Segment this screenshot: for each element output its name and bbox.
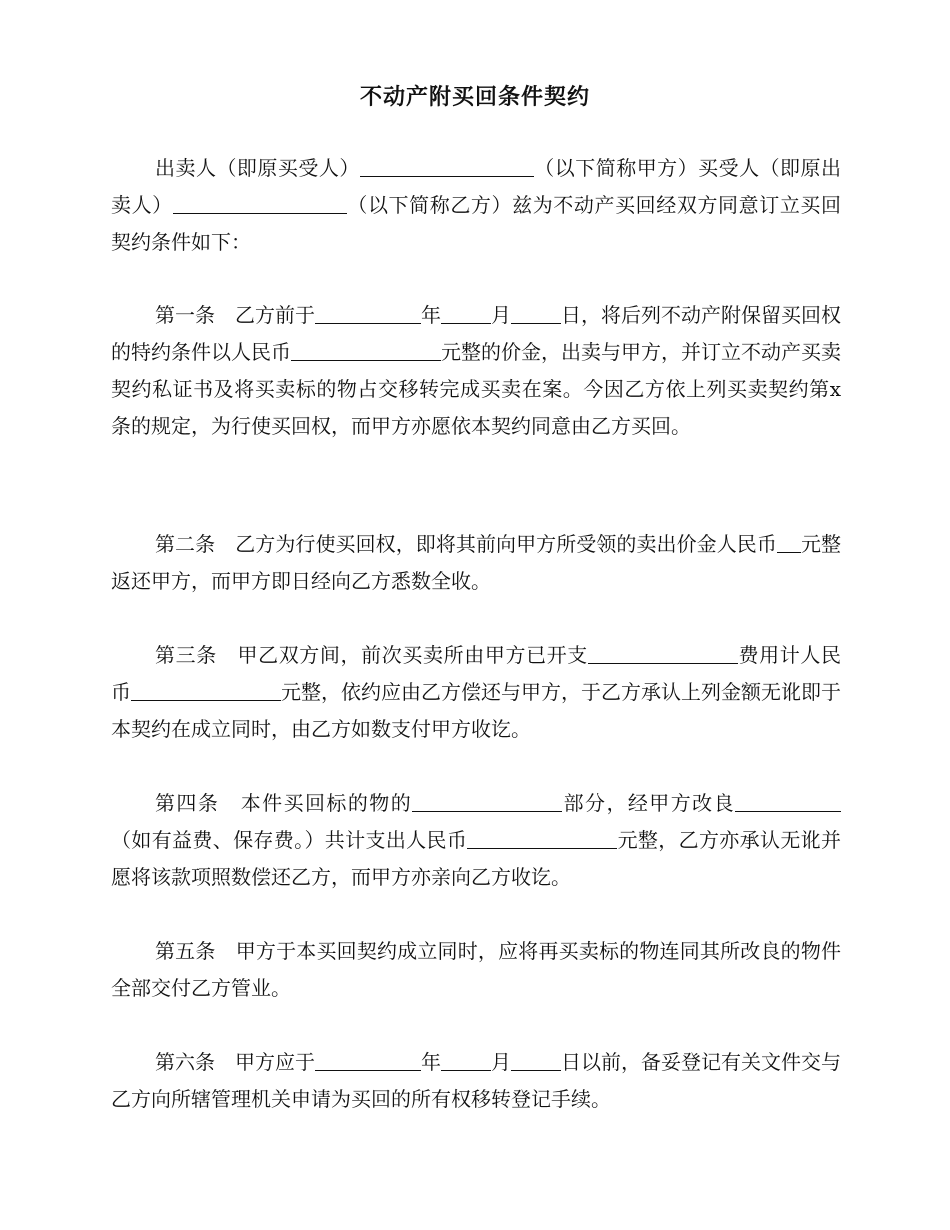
article-4 xyxy=(111,785,841,896)
article-2 xyxy=(111,526,841,600)
price-blank[interactable] xyxy=(291,340,441,361)
article-1-text-4: 日，将后列不动产附保留买回权的特约条件以人民币 xyxy=(111,303,841,364)
article-4-text-2: 部分，经甲方改良 xyxy=(562,791,736,815)
article-1-text-2: 年 xyxy=(421,303,441,327)
article-3-text-2: 费用计人民币 xyxy=(111,643,842,704)
article-1-text-3: 月 xyxy=(491,303,511,327)
expense-blank[interactable] xyxy=(588,643,738,664)
article-5 xyxy=(111,933,841,1007)
article-1 xyxy=(111,297,841,445)
article-2-text-1: 第二条 乙方为行使买回权，即将其前向甲方所受领的卖出价金人民币 xyxy=(155,532,777,556)
seller-name-blank[interactable] xyxy=(360,156,534,177)
month-blank-2[interactable] xyxy=(441,1050,491,1071)
article-5-text-1: 第五条 甲方于本买回契约成立同时，应将再买卖标的物连同其所改良的物件全部交付乙方管业。 xyxy=(111,939,841,1000)
expense-amount-blank[interactable] xyxy=(131,680,281,701)
intro-text-1: 出卖人（即原买受人） xyxy=(155,156,360,180)
intro-text-2: （以下简称甲方）买受人（即原出卖人） xyxy=(111,156,842,217)
document-title: 不动产附买回条件契约 xyxy=(359,84,590,110)
year-blank[interactable] xyxy=(315,303,421,324)
article-1-text-5: 元整的价金，出卖与甲方，并订立不动产买卖契约私证书及将买卖标的物占交移转完成买卖在案。今因乙方依上列买卖契约第x条的规定，为行使买回权，而甲方亦愿依本契约同意由乙方买回。 xyxy=(111,340,841,438)
article-6-text-2: 年 xyxy=(421,1050,441,1074)
amount-blank[interactable] xyxy=(777,532,801,553)
intro-text-3: （以下简称乙方）兹为不动产买回经双方同意订立买回契约条件如下： xyxy=(111,193,842,254)
article-1-text-1: 第一条 乙方前于 xyxy=(155,303,315,327)
article-6-text-1: 第六条 甲方应于 xyxy=(155,1050,315,1074)
article-4-text-3: （如有益费、保存费。）共计支出人民币 xyxy=(111,828,468,852)
article-2-text-2: 元整返还甲方，而甲方即日经向乙方悉数全收。 xyxy=(111,532,842,593)
article-6 xyxy=(111,1044,841,1118)
article-4-text-4: 元整，乙方亦承认无讹并愿将该款项照数偿还乙方，而甲方亦亲向乙方收讫。 xyxy=(111,828,842,889)
article-3 xyxy=(111,637,841,748)
improvement-amount-blank[interactable] xyxy=(467,828,617,849)
improvement-blank[interactable] xyxy=(735,791,841,812)
day-blank[interactable] xyxy=(511,303,561,324)
article-4-text-1: 第四条 本件买回标的物的 xyxy=(155,791,413,815)
day-blank-2[interactable] xyxy=(511,1050,561,1071)
month-blank[interactable] xyxy=(441,303,491,324)
article-3-text-1: 第三条 甲乙双方间，前次买卖所由甲方已开支 xyxy=(155,643,588,667)
article-6-text-3: 月 xyxy=(491,1050,511,1074)
buyer-name-blank[interactable] xyxy=(173,193,347,214)
year-blank-2[interactable] xyxy=(315,1050,421,1071)
article-3-text-3: 元整，依约应由乙方偿还与甲方，于乙方承认上列金额无讹即于本契约在成立同时，由乙方如数支付甲方收讫。 xyxy=(111,680,841,741)
article-6-text-4: 日以前，备妥登记有关文件交与乙方向所辖管理机关申请为买回的所有权移转登记手续。 xyxy=(111,1050,841,1111)
part-blank[interactable] xyxy=(412,791,562,812)
intro-paragraph xyxy=(111,150,841,261)
